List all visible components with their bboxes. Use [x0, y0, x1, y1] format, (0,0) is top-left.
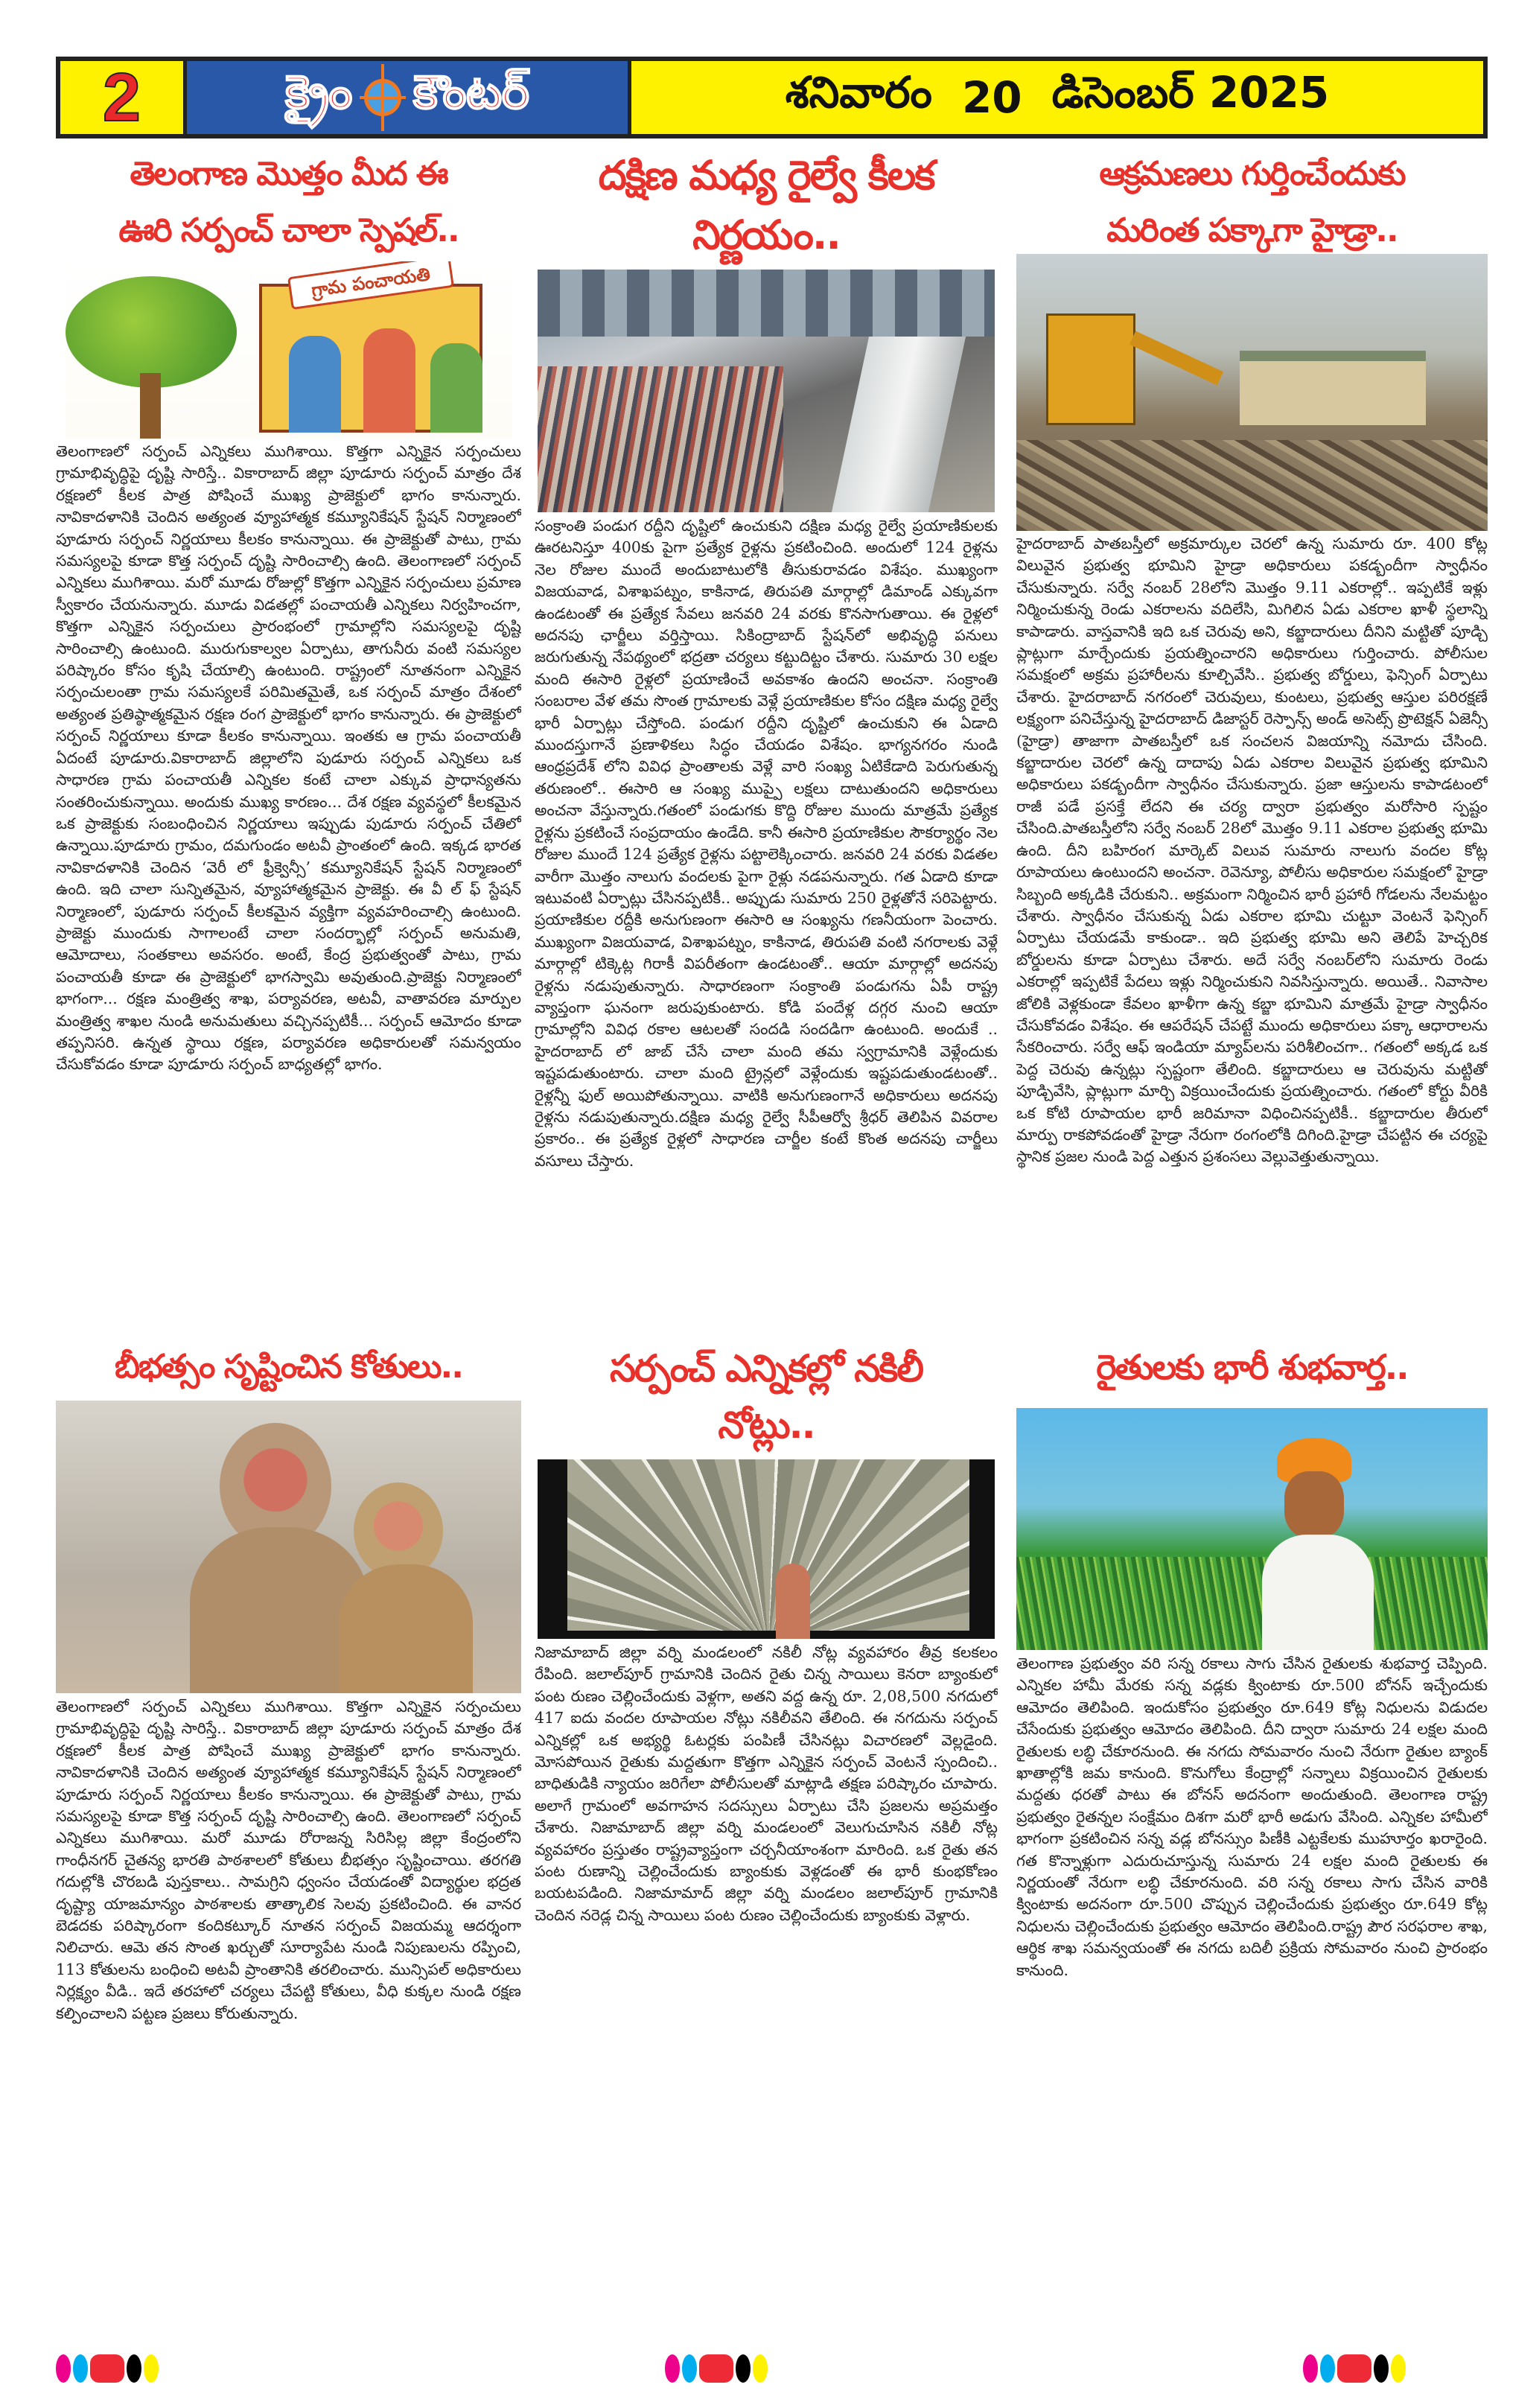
color-dot — [73, 2354, 88, 2383]
logo-text-crime: క్రైం — [285, 65, 353, 119]
color-dot — [753, 2354, 768, 2383]
article-body — [56, 1696, 521, 2339]
date-month-year — [1052, 67, 1330, 129]
article-text: తెలంగాణలో సర్పంచ్ ఎన్నికలు ముగిశాయి. కొత్తగా ఎన్నికైన సర్పంచులు గ్రామాభివృద్ధిపై దృష్టి సారిస్తే.. వికారాబాద్ జిల్లా పూడూరు సర్పంచ్ మాత్రం దేశ రక్షణలో కీలక పాత్ర పోషించే ముఖ్య ప్రాజెక్టులో భాగం కానున్నారు. నావికాదళానికి చెందిన అత్యంత వ్యూహాత్మక కమ్యూనికేషన్ స్టేషన్ నిర్మాణంలో పూడూరు సర్పంచ్ నిర్ణయాలు కీలకం కానున్నాయి. ఈ ప్రాజెక్టుతో పాటు, గ్రామ సమస్యలపై కూడా కొత్త సర్పంచ్ దృష్టి సారించాల్సి ఉంది. తెలంగాణలో సర్పంచ్ ఎన్నికలు ముగిశాయి. మరో మూడు రోరాజన్న సిరిసిల్ల జిల్లా కేంద్రంలోని గాంధీనగర్ చైతన్య భారతి పాఠశాలలో కోతులు బీభత్సం సృష్టించాయి. తరగతి గదుల్లోకి చొరబడి పుస్తకాలు.. సామగ్రిని ధ్వంసం చేయడంతో విద్యార్థుల భద్రత దృష్ట్యా యాజమాన్యం పాఠశాలకు తాత్కాలిక సెలవు ప్రకటించింది. ఈ వానర బెడదకు పరిష్కారంగా కందికట్కూర్ నూతన సర్పంచ్ విజయమ్మ ఆదర్శంగా నిలిచారు. ఆమె తన సొంత ఖర్చుతో సూర్యాపేట నుండి నిపుణులను రప్పించి, 113 కోతులను బంధించి అటవీ ప్రాంతానికి తరలించారు. మున్సిపల్ అధికారులు నిర్లక్ష్యం వీడి.. ఇదే తరహాలో చర్యలు చేపట్టి కోతులు, వీధి కుక్కల నుండి రక్షణ కల్పించాలని పట్టణ ప్రజలు కోరుతున్నారు. — [56, 1698, 521, 2022]
article-text: సంక్రాంతి పండుగ రద్దీని దృష్టిలో ఉంచుకుని దక్షిణ మధ్య రైల్వే ప్రయాణికులకు ఊరటనిస్తూ 400కు పైగా ప్రత్యేక రైళ్లను ప్రకటించింది. అందులో 124 రైళ్లను నెల రోజుల ముందే అందుబాటులోకి తీసుకురావడం విశేషం. ముఖ్యంగా విజయవాడ, విశాఖపట్నం, కాకినాడ, తిరుపతి మార్గాల్లో డిమాండ్ ఎక్కువగా ఉండటంతో ఈ ప్రత్యేక సేవలు జనవరి 24 వరకు కొనసాగుతాయి. ఈ రైళ్లలో అదనపు ఛార్జీలు వర్తిస్తాయి. సికింద్రాబాద్ స్టేషన్‌లో అభివృద్ధి పనులు జరుగుతున్న నేపథ్యంలో భద్రతా చర్యలు కట్టుదిట్టం చేశారు. సుమారు 30 లక్షల మంది ఈసారి రైళ్లలో ప్రయాణించే అవకాశం ఉందని అంచనా. సంక్రాంతి సంబరాల వేళ తమ సొంత గ్రామాలకు వెళ్లే ప్రయాణికుల కోసం దక్షిణ మధ్య రైల్వే భారీ ఏర్పాట్లు చేస్తోంది. పండుగ రద్దీని దృష్టిలో ఉంచుకుని ఈ ఏడాది ముందస్తుగానే ప్రణాళికలు సిద్ధం చేయడం విశేషం. భాగ్యనగరం నుండి ఆంధ్రప్రదేశ్ లోని వివిధ ప్రాంతాలకు వెళ్లే వారి సంఖ్య ఏటికేడాది పెరుగుతున్న తరుణంలో.. ఈసారి ఆ సంఖ్య ముప్పై లక్షలు దాటుతుందని అధికారులు అంచనా వేస్తున్నారు.గతంలో పండుగకు కొద్ది రోజుల ముందు మాత్రమే ప్రత్యేక రైళ్లను ప్రకటించే సంప్రదాయం ఉండేది. కానీ ఈసారి ప్రయాణికుల సౌకర్యార్థం నెల రోజుల ముందే 124 ప్రత్యేక రైళ్లను పట్టాలెక్కించారు. జనవరి 24 వరకు విడతల వారీగా మొత్తం నాలుగు వందలకు పైగా రైళ్లు నడపనున్నారు. గత ఏడాది కూడా ఇటువంటి ఏర్పాట్లు చేసినప్పటికీ.. అప్పుడు సుమారు 250 రైళ్లతోనే సరిపెట్టారు. ప్రయాణికుల రద్దీకి అనుగుణంగా ఈసారి ఆ సంఖ్యను గణనీయంగా పెంచారు. ముఖ్యంగా విజయవాడ, విశాఖపట్నం, కాకినాడ, తిరుపతి వంటి నగరాలకు వెళ్లే మార్గాల్లో టిక్కెట్ల గిరాకీ విపరీతంగా ఉండటంతో.. ఆయా మార్గాల్లో అదనపు రైళ్లను నడుపుతున్నారు. సాధారణంగా సంక్రాంతి పండుగను ఏపీ రాష్ట్ర వ్యాప్తంగా ఘనంగా జరుపుకుంటారు. కోడి పందేళ్ల దగ్గర నుంచి ఆయా గ్రామాల్లోని వివిధ రకాల ఆటలతో సందడి సందడిగా ఉంటుంది. అందుకే .. హైదరాబాద్ లో జాబ్ చేసే చాలా మంది తమ స్వగ్రామానికి వెళ్లేందుకు ఇష్టపడుతుంటారు. చాలా మంది ట్రైన్లలో వెళ్లేందుకు ఇష్టపడుతుండటంతో.. రైళ్లన్నీ ఫుల్ అయిపోతున్నాయి. వాటికి అనుగుణంగానే అధికారులు అదనపు రైళ్లను నడుపుతున్నారు.దక్షిణ మధ్య రైల్వే సీపీఆర్వో శ్రీధర్ తెలిపిన వివరాల ప్రకారం.. ఈ ప్రత్యేక రైళ్లలో సాధారణ చార్జీల కంటే కొంత అదనపు చార్జీలు వసూలు చేస్తారు. — [535, 517, 998, 1170]
masthead — [56, 57, 1488, 138]
registration-marks — [665, 2354, 768, 2383]
page-number: 2 — [60, 61, 183, 134]
headline-line: తెలంగాణ మొత్తం మీద ఈ — [130, 155, 447, 193]
headline-line: ఊరి సర్పంచ్ చాలా స్పెషల్.. — [118, 211, 459, 249]
headline-line: బీభత్సం సృష్టించిన కోతులు.. — [115, 1348, 462, 1386]
headline-line: మరింత పక్కాగా హైడ్రా.. — [1106, 211, 1398, 249]
color-dot — [144, 2354, 159, 2383]
article-headline — [1016, 146, 1488, 259]
date-year: 2025 — [1208, 66, 1330, 118]
registration-marks — [56, 2354, 159, 2383]
color-dot — [682, 2354, 697, 2383]
date-day: 20 — [961, 72, 1022, 123]
color-dot — [1337, 2354, 1371, 2383]
logo-text-counter: కౌంటర్ — [413, 65, 529, 119]
newspaper-logo — [187, 61, 628, 134]
article-text: హైదరాబాద్ పాతబస్తీలో అక్రమార్కుల చెరలో ఉన్న సుమారు రూ. 400 కోట్ల విలువైన ప్రభుత్వ భూమిని హైడ్రా అధికారులు పకడ్బందీగా స్వాధీనం చేసుకున్నారు. సర్వే నంబర్ 28లోని మొత్తం 9.11 ఎకరాల్లో.. ఇప్పటికే ఇళ్లు నిర్మించుకున్న రెండు ఎకరాలను వదిలేసి, మిగిలిన ఏడు ఎకరాల ఖాళీ స్థలాన్ని కాపాడారు. వాస్తవానికి ఇది ఒక చెరువు అని, కబ్జాదారులు దీనిని మట్టితో పూడ్చి ప్లాట్లుగా మార్చేందుకు ప్రయత్నించారని అధికారులు గుర్తించారు. పోలీసుల సమక్షంలో అక్రమ ప్రహారీలను కూల్చివేసి.. ప్రభుత్వ బోర్డులు, ఫెన్సింగ్ ఏర్పాటు చేశారు. హైదరాబాద్ నగరంలో చెరువులు, కుంటలు, ప్రభుత్వ ఆస్తుల పరిరక్షణే లక్ష్యంగా పనిచేస్తున్న హైదరాబాద్ డిజాస్టర్ రెస్పాన్స్ అండ్ అసెట్స్ ప్రొటెక్షన్ ఏజెన్సీ (హైడ్రా) తాజాగా పాతబస్తీలో ఒక సంచలన విజయాన్ని నమోదు చేసింది. కబ్జాదారుల చెరలో ఉన్న దాదాపు ఏడు ఎకరాల విలువైన ప్రభుత్వ భూమిని అధికారులు పకడ్బందీగా స్వాధీనం చేసుకున్నారు. ప్రజా ఆస్తులను కాపాడటంలో రాజీ పడే ప్రసక్తే లేదని ఈ చర్య ద్వారా ప్రభుత్వం మరోసారి స్పష్టం చేసింది.పాతబస్తీలోని సర్వే నంబర్ 28లో మొత్తం 9.11 ఎకరాల ప్రభుత్వ భూమి ఉంది. దీని బహిరంగ మార్కెట్ విలువ సుమారు నాలుగు వందల కోట్ల రూపాయలు ఉంటుందని అంచనా. రెవెన్యూ, పోలీసు అధికారుల సమక్షంలో హైడ్రా సిబ్బంది అక్కడికి చేరుకుని.. అక్రమంగా నిర్మించిన భారీ ప్రహారీ గోడలను నేలమట్టం చేశారు. స్వాధీనం చేసుకున్న ఏడు ఎకరాల భూమి చుట్టూ వెంటనే ఫెన్సింగ్ ఏర్పాటు చేయడమే కాకుండా.. ఇది ప్రభుత్వ భూమి అని తెలిపే హెచ్చరిక బోర్డులను కూడా ఏర్పాటు చేశారు. అదే సర్వే నంబర్‌లోని సుమారు రెండు ఎకరాల్లో ఇప్పటికే పేదలు ఇళ్లు నిర్మించుకుని నివసిస్తున్నారు. అయితే.. నివాసాల జోలికి వెళ్లకుండా కేవలం ఖాళీగా ఉన్న కబ్జా భూమిని మాత్రమే హైడ్రా స్వాధీనం చేసుకోవడం విశేషం. ఈ ఆపరేషన్ చేపట్టే ముందు అధికారులు పక్కా ఆధారాలను సేకరించారు. సర్వే ఆఫ్ ఇండియా మ్యాప్‌లను పరిశీలించగా.. గతంలో అక్కడ ఒక పెద్ద చెరువు ఉన్నట్లు స్పష్టంగా తేలింది. కబ్జాదారులు ఆ చెరువును మట్టితో పూడ్చివేసి, ప్లాట్లుగా మార్చి విక్రయించేందుకు ప్రయత్నించారు. గతంలో కోర్టు వీరికి ఒక కోటి రూపాయల భారీ జరిమానా విధించినప్పటికీ.. కబ్జాదారుల తీరులో మార్పు రాకపోవడంతో హైడ్రా నేరుగా రంగంలోకి దిగింది.హైడ్రా చేపట్టిన ఈ చర్యపై స్థానిక ప్రజల నుండి పెద్ద ఎత్తున ప్రశంసలు వెల్లువెత్తుతున్నాయి. — [1016, 535, 1488, 1166]
monkeys-photo — [56, 1401, 521, 1693]
color-dot — [665, 2354, 680, 2383]
article-text: నిజామాబాద్ జిల్లా వర్ని మండలంలో నకిలీ నోట్ల వ్యవహారం తీవ్ర కలకలం రేపింది. జలాల్‌పూర్ గ్రామానికి చెందిన రైతు చిన్న సాయిలు కెనరా బ్యాంకులో పంట రుణం చెల్లించేందుకు వెళ్లగా, అతని వద్ద ఉన్న రూ. 2,08,500 నగదులో 417 ఐదు వందల రూపాయల నోట్లు నకిలీవని తేలింది. ఈ నగదును సర్పంచ్ ఎన్నికల్లో ఒక అభ్యర్థి ఓటర్లకు పంపిణీ చేసినట్లు విచారణలో వెల్లడైంది. మోసపోయిన రైతుకు మద్దతుగా కొత్తగా ఎన్నికైన సర్పంచ్ వెంటనే స్పందించి.. బాధితుడికి న్యాయం జరిగేలా పోలీసులతో మాట్లాడి తక్షణ పరిష్కారం చూపారు. అలాగే గ్రామంలో అవగాహన సదస్సులు ఏర్పాటు చేసి ప్రజలను అప్రమత్తం చేశారు. నిజామాబాద్ జిల్లా వర్ని మండలంలో వెలుగుచూసిన నకిలీ నోట్ల వ్యవహారం ప్రస్తుతం రాష్ట్రవ్యాప్తంగా చర్చనీయాంశంగా మారింది. ఒక రైతు తన పంట రుణాన్ని చెల్లించేందుకు బ్యాంకుకు వెళ్లడంతో ఈ భారీ కుంభకోణం బయటపడింది. నిజామామాద్ జిల్లా వర్ని మండలం జలాల్‌పూర్ గ్రామానికి చెందిన నరెడ్ల చిన్న సాయిలు పంట రుణం చెల్లించేందుకు బ్యాంకుకు వెళ్లారు. — [535, 1643, 998, 1924]
article-headline — [56, 146, 521, 259]
color-dot — [56, 2354, 71, 2383]
color-dot — [127, 2354, 141, 2383]
article-body — [535, 1642, 998, 2339]
color-dot — [1391, 2354, 1406, 2383]
railway-station-photo — [538, 270, 995, 512]
date-month: డిసెంబర్ — [1051, 66, 1194, 118]
color-dot — [1374, 2354, 1389, 2383]
panchayat-sign: గ్రామ పంచాయతి — [287, 261, 454, 310]
registration-marks — [1303, 2354, 1406, 2383]
article-headline — [1016, 1340, 1488, 1394]
color-dot — [1320, 2354, 1335, 2383]
article-text: తెలంగాణలో సర్పంచ్ ఎన్నికలు ముగిశాయి. కొత్తగా ఎన్నికైన సర్పంచులు గ్రామాభివృద్ధిపై దృష్టి సారిస్తే.. వికారాబాద్ జిల్లా పూడూరు సర్పంచ్ మాత్రం దేశ రక్షణలో కీలక పాత్ర పోషించే ముఖ్య ప్రాజెక్టులో భాగం కానున్నారు. నావికాదళానికి చెందిన అత్యంత వ్యూహాత్మక కమ్యూనికేషన్ స్టేషన్ నిర్మాణంలో పూడూరు సర్పంచ్ నిర్ణయాలు కీలకం కానున్నాయి. ఈ ప్రాజెక్టుతో పాటు, గ్రామ సమస్యలపై కూడా కొత్త సర్పంచ్ దృష్టి సారించాల్సి ఉంది. తెలంగాణలో సర్పంచ్ ఎన్నికలు ముగిశాయి. మరో మూడు రోజుల్లో కొత్తగా ఎన్నికైన సర్పంచులు ప్రమాణ స్వీకారం చేయనున్నారు. మూడు విడతల్లో పంచాయతీ ఎన్నికలు నిర్వహించగా, కొత్తగా ఎన్నికైన సర్పంచులు ప్రారంభంలో గ్రామాల్లోని సమస్యలపై దృష్టి సారించాల్సి ఉంటుంది. మురుగుకాల్వల ఏర్పాటు, తాగునీరు వంటి సమస్యల పరిష్కారం కోసం కృషి చేయాల్సి ఉంటుంది. రాష్ట్రంలో నూతనంగా ఎన్నికైన సర్పంచులంతా గ్రామ సమస్యలకే పరిమితమైతే, ఒక సర్పంచ్ మాత్రం దేశంలో అత్యంత ప్రతిష్ఠాత్మకమైన రక్షణ రంగ ప్రాజెక్టులో భాగం కానున్నారు. ఈ ప్రాజెక్టులో సర్పంచ్ నిర్ణయాలు కూడా కీలకం కానున్నాయి. ఇంతకు ఆ గ్రామ పంచాయతీ ఏదంటే పూడూరు.వికారాబాద్ జిల్లాలోని పుడూరు సర్పంచ్ ఎన్నికలు ఒక సాధారణ గ్రామ పంచాయతీ ఎన్నికల కంటే చాలా ఎక్కువ ప్రాధాన్యతను సంతరించుకున్నాయి. అందుకు ముఖ్య కారణం... దేశ రక్షణ వ్యవస్థలో కీలకమైన ఒక ప్రాజెక్టుకు సంబంధించిన నిర్ణయాలు ఇప్పుడు పుడూరు సర్పంచ్ చేతిలో ఉన్నాయి.పూడూరు గ్రామం, దమగుండం అటవీ ప్రాంతంలో ఉంది. ఇక్కడ భారత నావికాదళానికి చెందిన ‘వెరీ లో ఫ్రీక్వెన్సీ’ కమ్యూనికేషన్ స్టేషన్ నిర్మాణంలో ఉంది. ఇది చాలా సున్నితమైన, వ్యూహాత్మకమైన ప్రాజెక్టు. ఈ వీ ల్ ఫ్ స్టేషన్ నిర్మాణంలో, పుడూరు సర్పంచ్ కీలకమైన వ్యక్తిగా వ్యవహరించాల్సి ఉంటుంది. ప్రాజెక్టు ముందుకు సాగాలంటే చాలా సందర్భాల్లో సర్పంచ్ అనుమతి, ఆమోదాలు, సంతకాలు అవసరం. అంటే, కేంద్ర ప్రభుత్వంతో పాటు, గ్రామ పంచాయతీ కూడా ఈ ప్రాజెక్టులో భాగస్వామి అవుతుంది.ప్రాజెక్టు నిర్మాణంలో భాగంగా... రక్షణ మంత్రిత్వ శాఖ, పర్యావరణ, అటవీ, వాతావరణ మార్పుల మంత్రిత్వ శాఖల నుండి అనుమతులు వచ్చినప్పటికీ... సర్పంచ్ ఆమోదం కూడా తప్పనిసరి. ఉన్నత స్థాయి రక్షణ, పర్యావరణ అధికారులతో సమన్వయం చేసుకోవడం కూడా పూడూరు సర్పంచ్ బాధ్యతల్లో భాగం. — [56, 442, 521, 1074]
article-body — [535, 515, 998, 1319]
headline-line: దక్షిణ మధ్య రైల్వే కీలక — [598, 152, 934, 199]
date-weekday: శనివారం — [785, 66, 932, 118]
color-dot — [736, 2354, 751, 2383]
color-dot — [90, 2354, 124, 2383]
headline-line: నోట్లు.. — [718, 1404, 815, 1447]
article-headline — [56, 1340, 521, 1394]
article-body — [1016, 533, 1488, 1319]
headline-line: నిర్ణయం.. — [692, 211, 840, 258]
headline-line: ఆక్రమణలు గుర్తించేందుకు — [1099, 155, 1405, 193]
crosshair-icon — [360, 64, 406, 131]
headline-line: సర్పంచ్ ఎన్నికల్లో నకిలీ — [609, 1347, 923, 1390]
article-headline — [535, 1340, 998, 1453]
article-headline — [535, 146, 998, 265]
issue-date — [631, 61, 1483, 134]
color-dot — [699, 2354, 733, 2383]
color-dot — [1303, 2354, 1318, 2383]
article-body — [1016, 1653, 1488, 2339]
demolition-bulldozer-photo — [1016, 254, 1488, 531]
farmer-paddy-photo — [1016, 1408, 1488, 1650]
village-panchayat-illustration — [66, 261, 512, 439]
article-body — [56, 441, 521, 1319]
headline-line: రైతులకు భారీ శుభవార్త.. — [1096, 1347, 1408, 1387]
currency-notes-photo — [538, 1459, 995, 1639]
article-text: తెలంగాణ ప్రభుత్వం వరి సన్న రకాలు సాగు చేసిన రైతులకు శుభవార్త చెప్పింది. ఎన్నికల హామీ మేరకు సన్న వడ్లకు క్వింటాకు రూ.500 బోనస్ ఇచ్చేందుకు ఆమోదం తెలిపింది. ఇందుకోసం ప్రభుత్వం రూ.649 కోట్ల నిధులను విడుదల చేసేందుకు ప్రభుత్వం ఆమోదం తెలిపింది. దీని ద్వారా సుమారు 24 లక్షల మంది రైతులకు లబ్ధి చేకూరనుంది. ఈ నగదు సోమవారం నుంచి నేరుగా రైతుల బ్యాంక్ ఖాతాల్లోకి జమ కానుంది. కొనుగోలు కేంద్రాల్లో సన్నాలు విక్రయించిన రైతులకు మద్దతు ధరతో పాటు ఈ బోనస్ అదనంగా అందుతుంది. తెలంగాణ రాష్ట్ర ప్రభుత్వం రైతన్నల సంక్షేమం దిశగా మరో భారీ అడుగు వేసింది. ఎన్నికల హామీలో భాగంగా ప్రకటించిన సన్న వడ్ల బోనస్సుం పిణీకి ఎట్టకేలకు ముహూర్తం ఖరారైంది. గత కొన్నాళ్లుగా ఎదురుచూస్తున్న సుమారు 24 లక్షల మంది రైతులకు ఈ నిర్ణయంతో నేరుగా లబ్ధి చేకూరనుంది. వరి సన్న రకాలు సాగు చేసిన వారికి క్వింటాకు అదనంగా రూ.500 చొప్పున చెల్లించేందుకు ప్రభుత్వం రూ.649 కోట్ల నిధులను చెల్లించేందుకు ప్రభుత్వం ఆమోదం తెలిపింది.రాష్ట్ర పౌర సరఫరాల శాఖ, ఆర్థిక శాఖ సమన్వయంతో ఈ నగదు బదిలీ ప్రక్రియ సోమవారం నుంచి ప్రారంభం కానుంది. — [1016, 1654, 1488, 1979]
